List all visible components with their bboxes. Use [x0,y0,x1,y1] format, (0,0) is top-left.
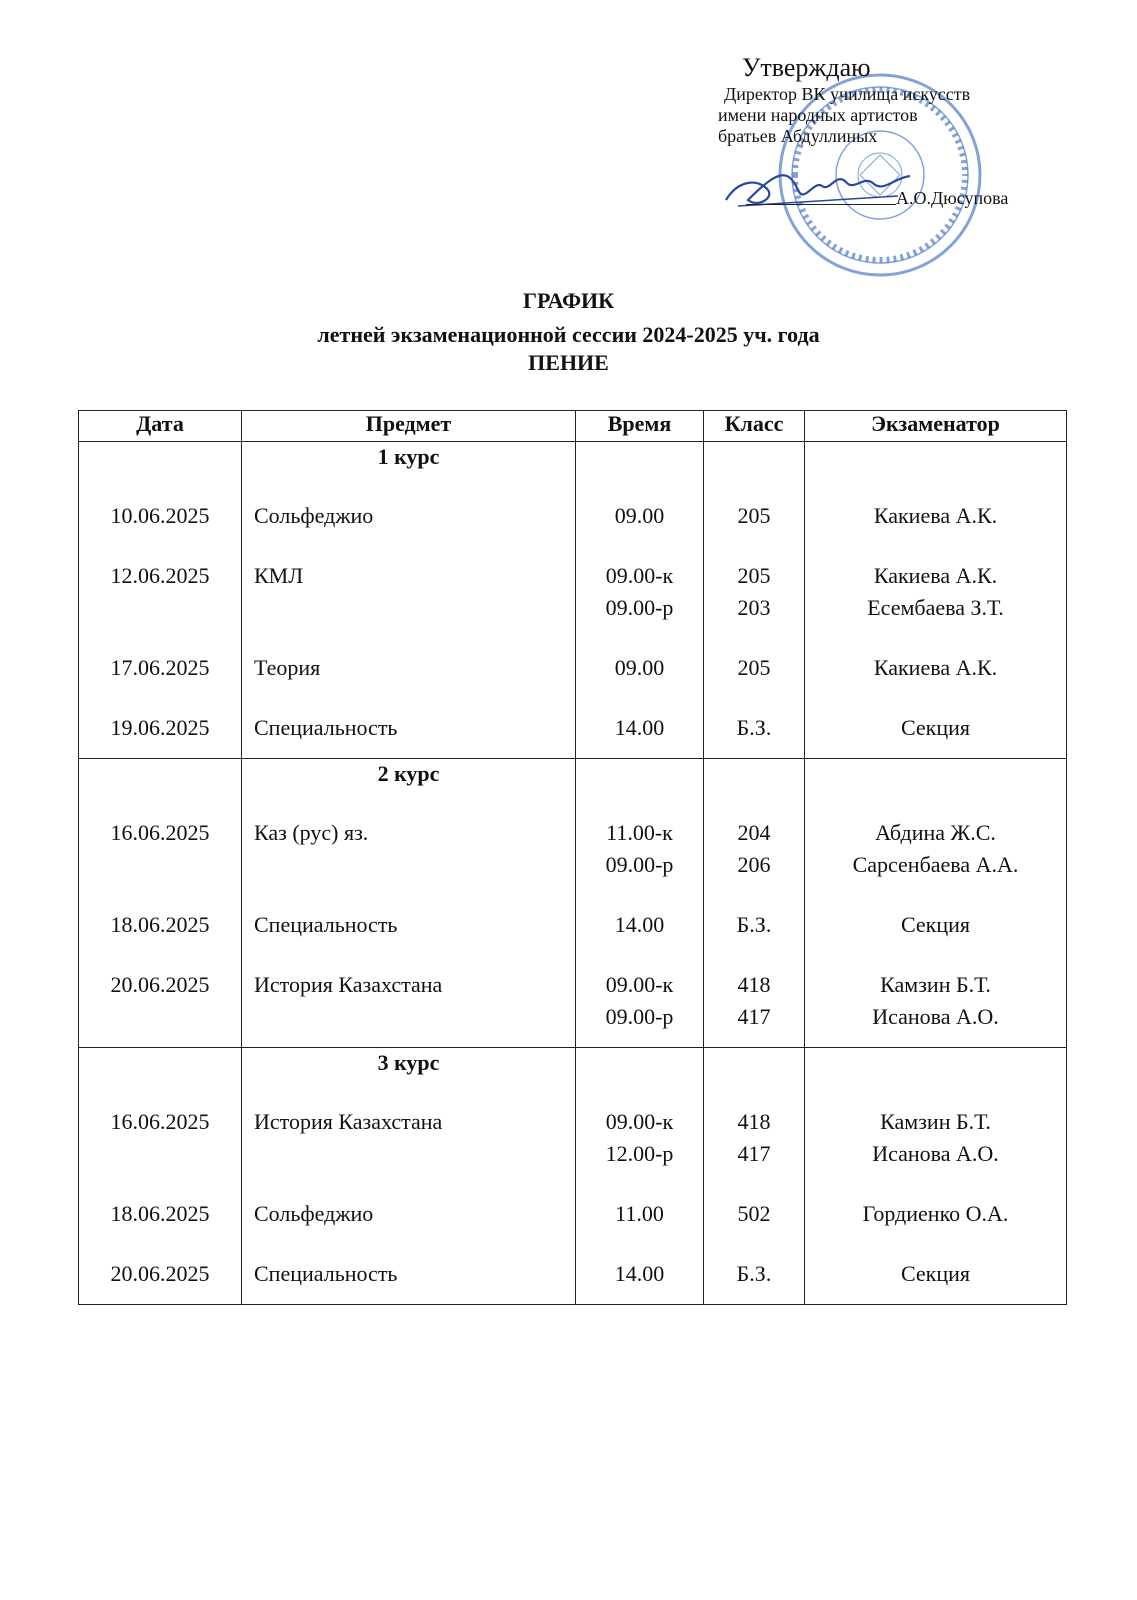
examiner-cell [805,1048,1067,1305]
schedule-entry [805,1106,1066,1170]
handwritten-signature [718,160,918,220]
subject-text: Специальность [254,1261,398,1286]
time-text: 09.00-р [605,852,674,877]
signer-name: А.О.Дюсупова [896,188,1009,208]
room-text: 418 [737,972,771,997]
subject-text: Специальность [254,715,398,740]
time-text: 14.00 [614,912,665,937]
schedule-entry [242,1258,575,1290]
subject-text: Каз (рус) яз. [254,820,369,845]
subject-text: Сольфеджио [254,503,374,528]
examiner-text: Секция [900,715,971,740]
examiner-cell [805,442,1067,759]
approval-line-institution-2: братьев Абдуллиных [718,126,878,146]
room-text: Б.З. [736,1261,772,1286]
schedule-entry [242,1198,575,1230]
date-cell [79,759,242,1048]
date-text: 10.06.2025 [110,503,210,528]
schedule-entry [704,817,804,881]
room-text: Б.З. [736,715,772,740]
schedule-entry [242,1106,575,1170]
header-examiner: Экзаменатор [805,411,1067,442]
schedule-entry [576,1198,703,1230]
schedule-entry [79,560,241,624]
date-text: 18.06.2025 [110,1201,210,1226]
examiner-text: Исанова А.О. [872,1141,999,1166]
time-text: 14.00 [614,1261,665,1286]
room-text: 204 [737,820,771,845]
subject-cell [242,1048,576,1305]
examiner-text: Исанова А.О. [872,1004,999,1029]
approval-line-institution: имени народных артистов [718,105,918,125]
time-text: 09.00 [614,655,665,680]
schedule-entry [242,712,575,744]
schedule-entry [242,817,575,881]
schedule-entry [576,712,703,744]
examiner-text: Какиева А.К. [873,503,998,528]
schedule-entry [576,1258,703,1290]
schedule-entry [576,817,703,881]
table-header-row [79,411,1067,442]
schedule-entry [704,712,804,744]
time-text: 14.00 [614,715,665,740]
table-body [79,442,1067,1305]
schedule-entry [704,1106,804,1170]
date-text: 20.06.2025 [110,1261,210,1286]
exam-schedule-table [78,410,1067,1305]
time-text: 11.00-к [606,820,673,845]
document-specialty: ПЕНИЕ [528,350,609,375]
subject-text: Специальность [254,912,398,937]
schedule-entry [79,817,241,881]
room-text: 418 [737,1109,771,1134]
schedule-entry [704,909,804,941]
subject-text: КМЛ [254,563,304,588]
room-cell [704,1048,805,1305]
schedule-entry [576,500,703,532]
schedule-entry [242,560,575,624]
examiner-text: Камзин Б.Т. [880,972,991,997]
schedule-entry [242,500,575,532]
course-section-row [79,1048,1067,1305]
room-text: 205 [737,655,771,680]
schedule-entry [576,969,703,1033]
header-subject: Предмет [242,411,576,442]
schedule-entry [79,1106,241,1170]
course-section-row [79,442,1067,759]
schedule-entry [805,500,1066,532]
schedule-entry [576,560,703,624]
schedule-entry [79,500,241,532]
schedule-entry [704,1258,804,1290]
course-label: 2 курс [377,761,440,786]
room-text: 417 [737,1004,771,1029]
time-text: 11.00 [615,1201,664,1226]
schedule-entry [704,500,804,532]
approval-heading: Утверждаю [742,53,871,82]
examiner-text: Есембаева З.Т. [867,595,1004,620]
time-cell [576,759,704,1048]
date-text: 16.06.2025 [110,820,210,845]
approval-line-position: Директор ВК училища искусств [724,84,971,104]
examiner-text: Какиева А.К. [873,563,998,588]
room-text: 203 [737,595,771,620]
schedule-entry [805,1258,1066,1290]
schedule-entry [805,909,1066,941]
schedule-entry [805,712,1066,744]
time-cell [576,1048,704,1305]
examiner-text: Секция [900,1261,971,1286]
schedule-entry [805,560,1066,624]
schedule-entry [79,712,241,744]
document-title: ГРАФИК [522,288,615,313]
date-cell [79,1048,242,1305]
schedule-entry [576,1106,703,1170]
course-label: 3 курс [377,1050,440,1075]
examiner-text: Абдина Ж.С. [875,820,996,845]
schedule-entry [704,652,804,684]
schedule-entry [805,1198,1066,1230]
date-text: 18.06.2025 [110,912,210,937]
date-text: 12.06.2025 [110,563,210,588]
time-text: 09.00-р [605,1004,674,1029]
subject-text: История Казахстана [254,1109,443,1134]
header-date: Дата [79,411,242,442]
approval-block [718,52,1048,208]
schedule-entry [704,969,804,1033]
room-text: 205 [737,563,771,588]
date-text: 16.06.2025 [110,1109,210,1134]
examiner-text: Сарсенбаева А.А. [852,852,1019,877]
room-text: 206 [737,852,771,877]
schedule-entry [79,652,241,684]
subject-text: Теория [254,655,321,680]
time-text: 09.00-р [605,595,674,620]
date-cell [79,442,242,759]
time-text: 09.00-к [605,1109,674,1134]
examiner-text: Гордиенко О.А. [862,1201,1009,1226]
room-cell [704,442,805,759]
room-text: 417 [737,1141,771,1166]
subject-text: История Казахстана [254,972,443,997]
schedule-entry [242,909,575,941]
schedule-entry [704,1198,804,1230]
subject-cell [242,759,576,1048]
room-text: 205 [737,503,771,528]
date-text: 17.06.2025 [110,655,210,680]
course-label: 1 курс [377,444,440,469]
examiner-text: Какиева А.К. [873,655,998,680]
schedule-entry [79,1258,241,1290]
date-text: 20.06.2025 [110,972,210,997]
schedule-entry [242,969,575,1033]
time-cell [576,442,704,759]
schedule-entry [805,817,1066,881]
time-text: 09.00-к [605,563,674,588]
room-text: 502 [737,1201,771,1226]
schedule-entry [576,909,703,941]
schedule-entry [79,909,241,941]
subject-text: Сольфеджио [254,1201,374,1226]
date-text: 19.06.2025 [110,715,210,740]
course-section-row [79,759,1067,1048]
schedule-entry [576,652,703,684]
time-text: 09.00-к [605,972,674,997]
subject-cell [242,442,576,759]
header-room: Класс [704,411,805,442]
room-cell [704,759,805,1048]
time-text: 09.00 [614,503,665,528]
document-subtitle: летней экзаменационной сессии 2024-2025 уч. года [317,322,820,347]
examiner-cell [805,759,1067,1048]
schedule-entry [805,652,1066,684]
schedule-entry [79,969,241,1033]
header-time: Время [576,411,704,442]
room-text: Б.З. [736,912,772,937]
schedule-entry [242,652,575,684]
schedule-entry [704,560,804,624]
schedule-entry [79,1198,241,1230]
time-text: 12.00-р [605,1141,674,1166]
examiner-text: Секция [900,912,971,937]
examiner-text: Камзин Б.Т. [880,1109,991,1134]
schedule-entry [805,969,1066,1033]
signature-line [746,204,896,205]
